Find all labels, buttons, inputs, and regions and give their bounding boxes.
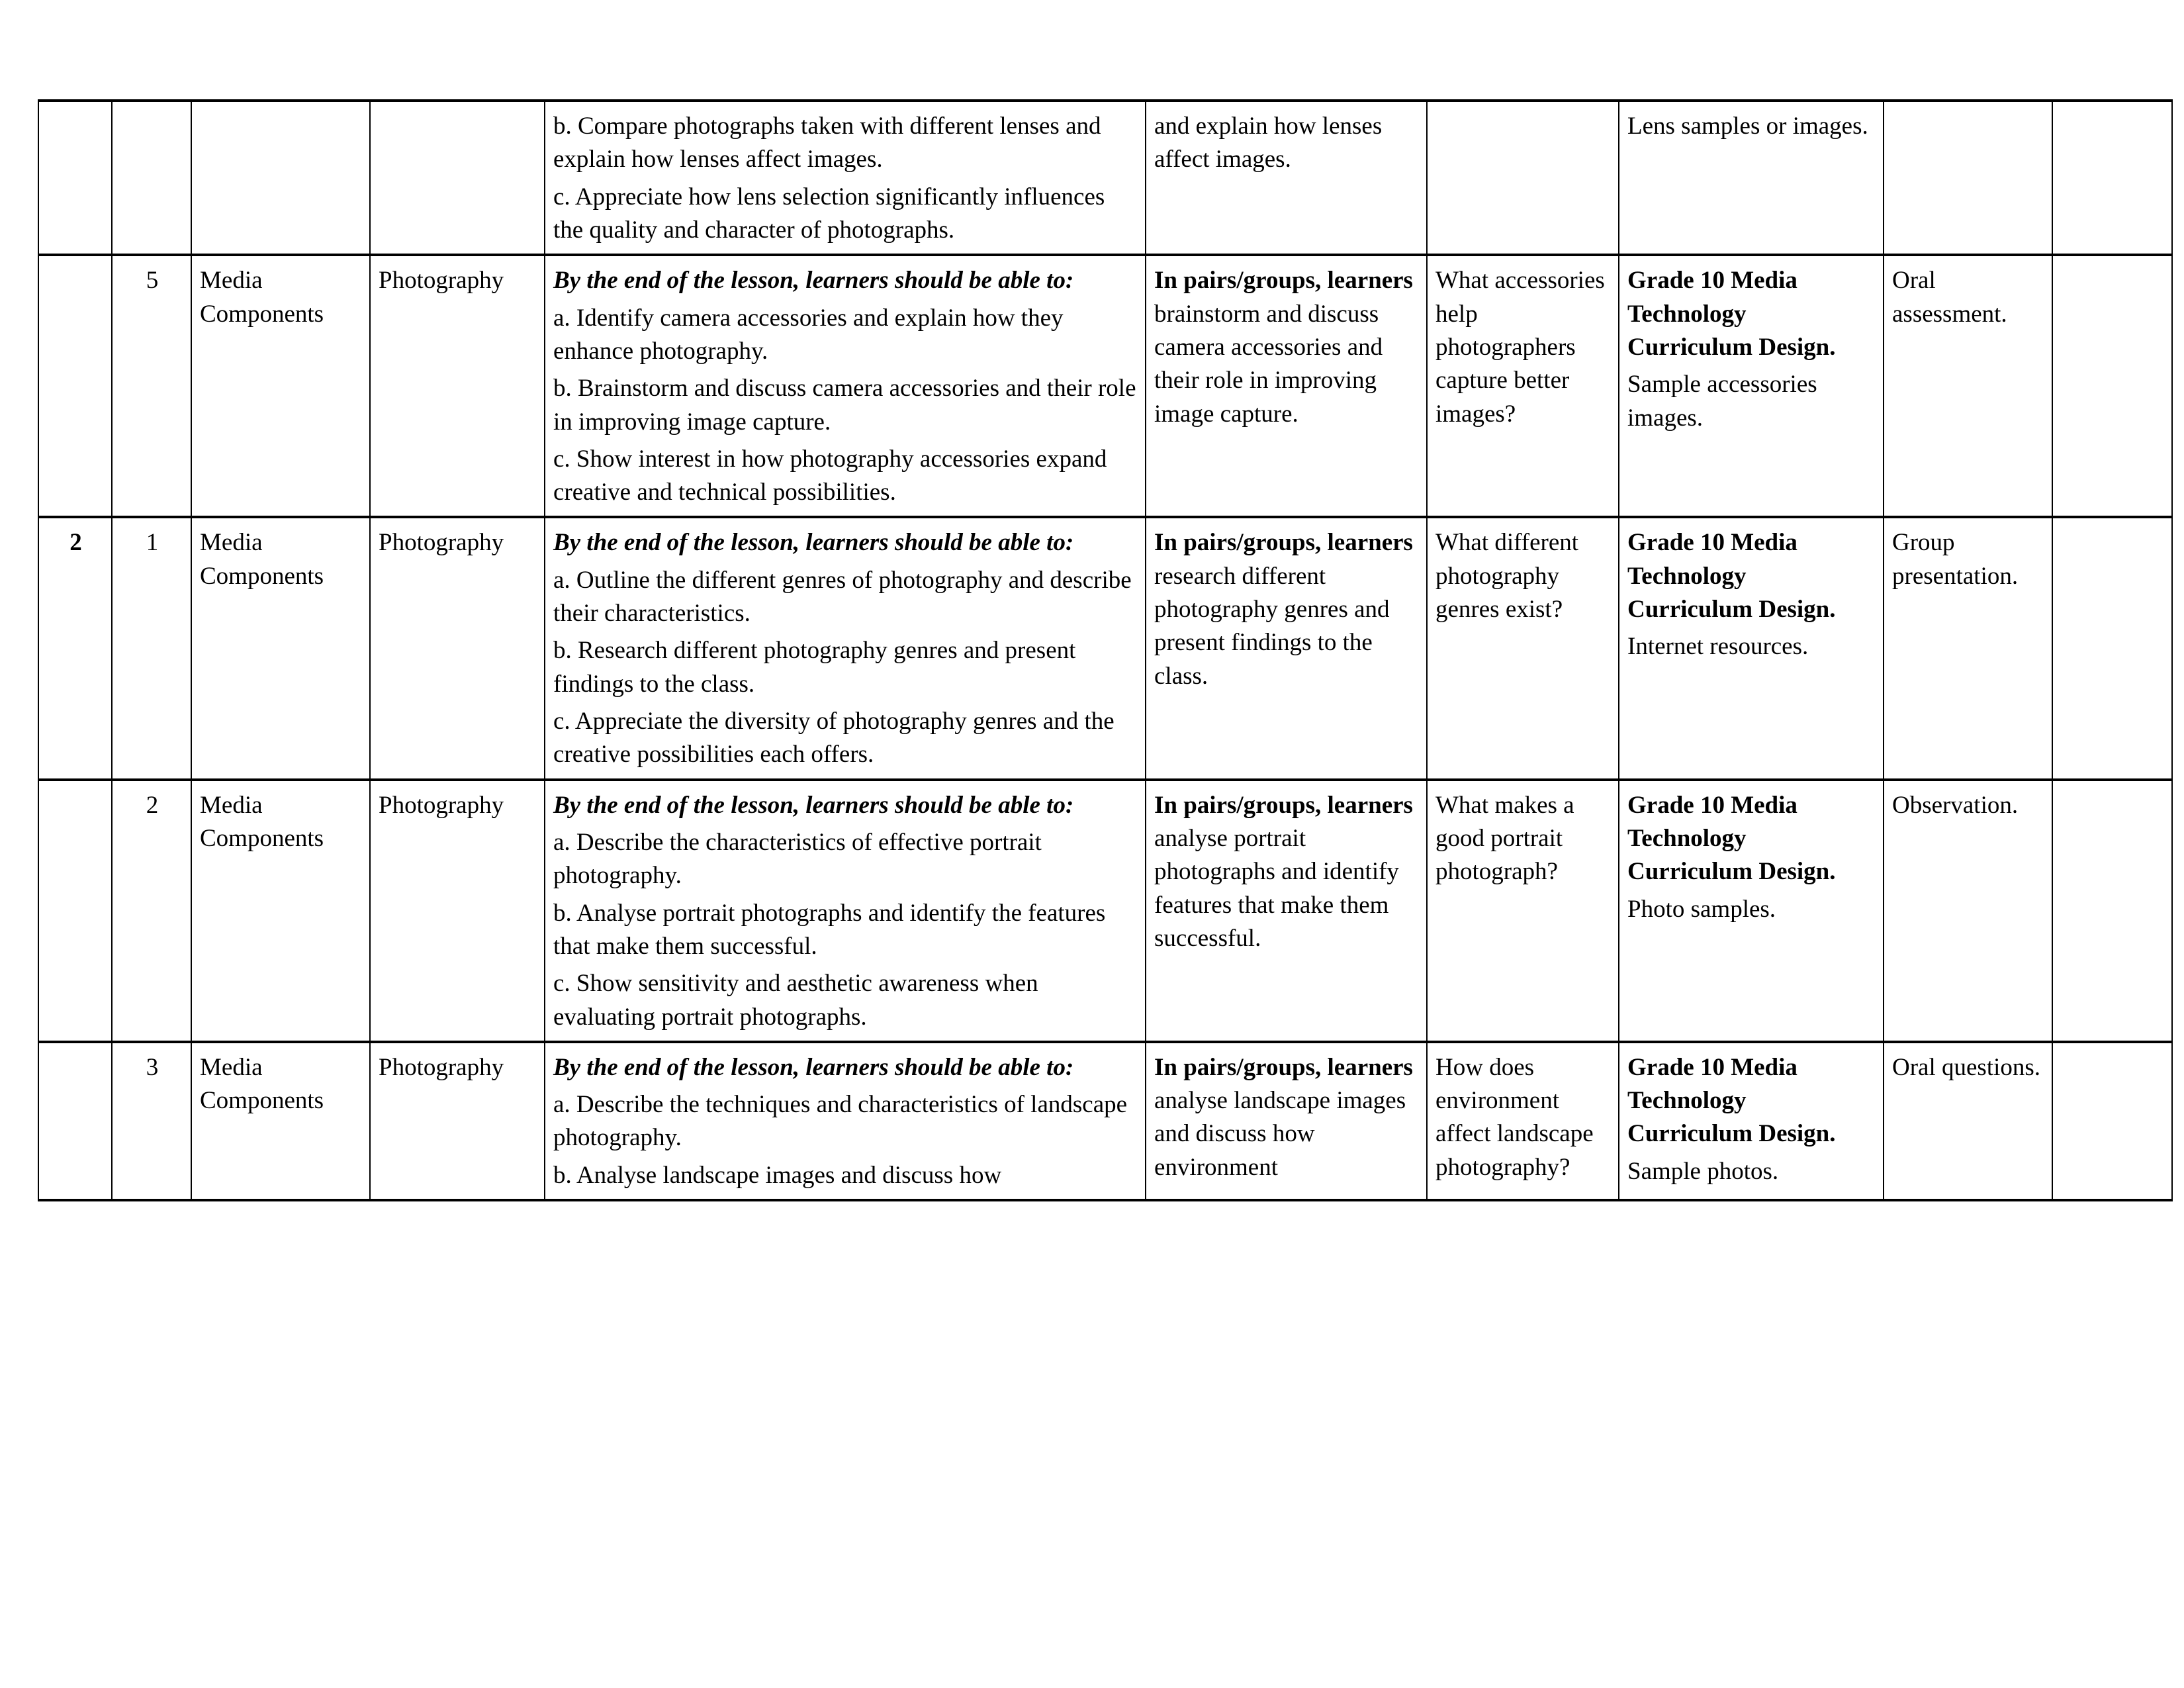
cell-learning-outcomes bbox=[545, 780, 1146, 1042]
cell-sub-strand: Photography bbox=[370, 517, 545, 779]
experience-lead: In pairs/groups, learners bbox=[1154, 267, 1413, 295]
cell-reflection bbox=[2052, 517, 2172, 779]
outcome-item: b. Brainstorm and discuss camera accessories and their role in improving image capture. bbox=[553, 375, 1136, 436]
cell-assessment-method: Oral assessment. bbox=[1884, 255, 2052, 517]
cell-strand bbox=[191, 101, 370, 255]
cell-reflection bbox=[2052, 101, 2172, 255]
cell-week: 2 bbox=[38, 517, 112, 779]
cell-learning-experience bbox=[1146, 780, 1427, 1042]
outcome-item: a. Outline the different genres of photography and describe their characteristics. bbox=[553, 566, 1132, 628]
outcome-item: b. Research different photography genres and present findings to the class. bbox=[553, 637, 1076, 698]
cell-reflection bbox=[2052, 255, 2172, 517]
experience-text: and explain how lenses affect images. bbox=[1154, 113, 1383, 173]
resource-extra: Lens samples or images. bbox=[1627, 113, 1868, 140]
cell-week bbox=[38, 255, 112, 517]
cell-learning-resources bbox=[1619, 517, 1884, 779]
outcome-heading: By the end of the lesson, learners should be able to: bbox=[553, 1053, 1074, 1081]
cell-assessment-method bbox=[1884, 101, 2052, 255]
cell-learning-experience bbox=[1146, 517, 1427, 779]
cell-inquiry-question: What makes a good portrait photograph? bbox=[1427, 780, 1619, 1042]
outcome-item: c. Show sensitivity and aesthetic awareness when evaluating portrait photographs. bbox=[553, 970, 1038, 1031]
experience-text: analyse landscape images and discuss how environment bbox=[1154, 1087, 1406, 1181]
cell-learning-resources bbox=[1619, 101, 1884, 255]
cell-learning-resources bbox=[1619, 1042, 1884, 1200]
cell-week bbox=[38, 780, 112, 1042]
resource-title: Grade 10 Media Technology Curriculum Design. bbox=[1627, 529, 1836, 624]
outcome-item: c. Appreciate the diversity of photography genres and the creative possibilities each offers. bbox=[553, 708, 1115, 769]
cell-reflection bbox=[2052, 780, 2172, 1042]
experience-lead: In pairs/groups, learners bbox=[1154, 791, 1413, 819]
resource-extra: Photo samples. bbox=[1627, 895, 1776, 923]
cell-strand: Media Components bbox=[191, 1042, 370, 1200]
cell-inquiry-question bbox=[1427, 101, 1619, 255]
cell-learning-resources bbox=[1619, 255, 1884, 517]
experience-text: brainstorm and discuss camera accessories and their role in improving image capture. bbox=[1154, 300, 1383, 428]
outcome-item: a. Identify camera accessories and explain how they enhance photography. bbox=[553, 304, 1064, 365]
experience-lead: In pairs/groups, learners bbox=[1154, 1053, 1413, 1081]
cell-learning-experience bbox=[1146, 1042, 1427, 1200]
outcome-item: b. Analyse portrait photographs and identify the features that make them successful. bbox=[553, 899, 1106, 960]
cell-inquiry-question: How does environment affect landscape photography? bbox=[1427, 1042, 1619, 1200]
cell-week bbox=[38, 1042, 112, 1200]
resource-title: Grade 10 Media Technology Curriculum Design. bbox=[1627, 791, 1836, 886]
cell-strand: Media Components bbox=[191, 780, 370, 1042]
cell-learning-outcomes bbox=[545, 1042, 1146, 1200]
outcome-heading: By the end of the lesson, learners should be able to: bbox=[553, 529, 1074, 557]
resource-extra: Sample accessories images. bbox=[1627, 371, 1817, 432]
cell-sub-strand: Photography bbox=[370, 1042, 545, 1200]
cell-assessment-method: Group presentation. bbox=[1884, 517, 2052, 779]
table-row bbox=[38, 780, 2172, 1042]
cell-assessment-method: Oral questions. bbox=[1884, 1042, 2052, 1200]
cell-lesson: 3 bbox=[112, 1042, 191, 1200]
scheme-of-work-sheet bbox=[38, 99, 2171, 1201]
table-row bbox=[38, 255, 2172, 517]
resource-title: Grade 10 Media Technology Curriculum Design. bbox=[1627, 267, 1836, 361]
resource-extra: Internet resources. bbox=[1627, 633, 1809, 661]
cell-learning-outcomes bbox=[545, 517, 1146, 779]
cell-inquiry-question: What accessories help photographers capture better images? bbox=[1427, 255, 1619, 517]
resource-extra: Sample photos. bbox=[1627, 1157, 1779, 1185]
cell-strand: Media Components bbox=[191, 517, 370, 779]
cell-lesson bbox=[112, 101, 191, 255]
outcome-item: b. Analyse landscape images and discuss how bbox=[553, 1161, 1002, 1189]
cell-sub-strand bbox=[370, 101, 545, 255]
resource-title: Grade 10 Media Technology Curriculum Design. bbox=[1627, 1053, 1836, 1148]
cell-learning-experience bbox=[1146, 255, 1427, 517]
cell-sub-strand: Photography bbox=[370, 255, 545, 517]
outcome-item: c. Appreciate how lens selection significantly influences the quality and character of photographs. bbox=[553, 183, 1105, 244]
cell-lesson: 5 bbox=[112, 255, 191, 517]
cell-assessment-method: Observation. bbox=[1884, 780, 2052, 1042]
cell-learning-outcomes bbox=[545, 101, 1146, 255]
cell-inquiry-question: What different photography genres exist? bbox=[1427, 517, 1619, 779]
experience-text: analyse portrait photographs and identify features that make them successful. bbox=[1154, 824, 1399, 952]
cell-strand: Media Components bbox=[191, 255, 370, 517]
experience-text: research different photography genres and present findings to the class. bbox=[1154, 562, 1390, 690]
table-row bbox=[38, 101, 2172, 255]
outcome-item: a. Describe the characteristics of effective portrait photography. bbox=[553, 828, 1042, 890]
outcome-heading: By the end of the lesson, learners should be able to: bbox=[553, 791, 1074, 819]
outcome-item: c. Show interest in how photography accessories expand creative and technical possibilities. bbox=[553, 445, 1107, 506]
table-row bbox=[38, 517, 2172, 779]
cell-reflection bbox=[2052, 1042, 2172, 1200]
cell-learning-experience bbox=[1146, 101, 1427, 255]
cell-learning-outcomes bbox=[545, 255, 1146, 517]
scheme-of-work-table bbox=[38, 99, 2173, 1201]
table-row bbox=[38, 1042, 2172, 1200]
cell-lesson: 1 bbox=[112, 517, 191, 779]
outcome-item: a. Describe the techniques and characteristics of landscape photography. bbox=[553, 1091, 1128, 1152]
outcome-item: b. Compare photographs taken with different lenses and explain how lenses affect images. bbox=[553, 113, 1101, 173]
experience-lead: In pairs/groups, learners bbox=[1154, 529, 1413, 557]
cell-week bbox=[38, 101, 112, 255]
cell-lesson: 2 bbox=[112, 780, 191, 1042]
outcome-heading: By the end of the lesson, learners should be able to: bbox=[553, 267, 1074, 295]
cell-sub-strand: Photography bbox=[370, 780, 545, 1042]
cell-learning-resources bbox=[1619, 780, 1884, 1042]
